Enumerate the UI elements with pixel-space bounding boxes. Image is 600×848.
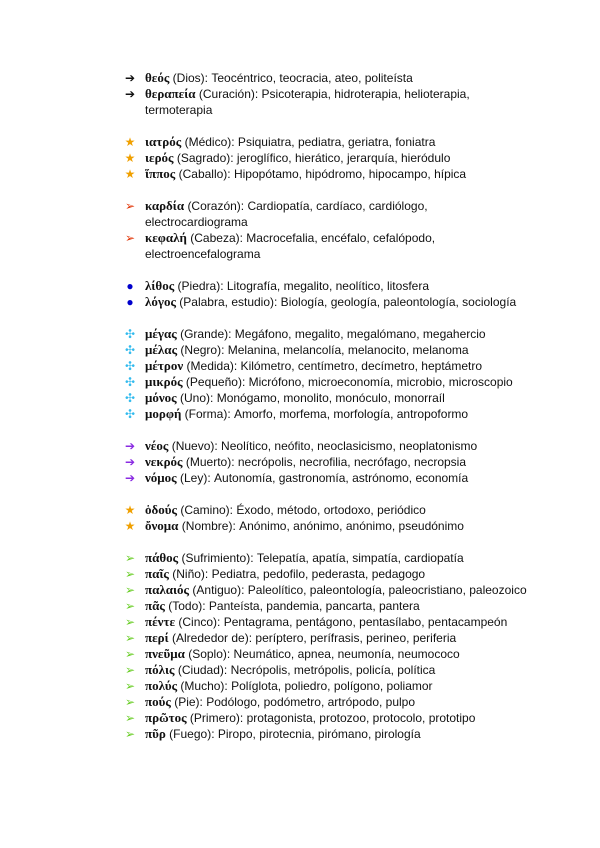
derived-words: : Neumático, apnea, neumonía, neumococo [226, 647, 460, 661]
derived-words: : Telepatía, apatía, simpatía, cardiopatía [250, 551, 464, 565]
list-item [0, 502, 600, 518]
greek-root: κεφαλή [145, 230, 187, 245]
greek-root: παλαιός [145, 582, 190, 597]
derived-words: : Éxodo, método, ortodoxo, periódico [229, 503, 426, 517]
root-group [0, 278, 600, 310]
star-icon: ★ [124, 519, 136, 533]
root-meaning: (Caballo) [178, 167, 228, 181]
entry-text [145, 230, 530, 262]
greek-root: πάθος [145, 550, 179, 565]
list-item [0, 150, 600, 166]
root-group [0, 134, 600, 182]
root-meaning: (Dios) [172, 71, 205, 85]
derived-words: : Biología, geología, paleontología, sociología [274, 295, 517, 309]
root-meaning: (Cinco) [178, 615, 218, 629]
entry-text [145, 150, 530, 166]
entry-text [145, 294, 530, 310]
root-meaning: (Ley) [180, 471, 208, 485]
list-item [0, 518, 600, 534]
greek-root: περί [145, 630, 169, 645]
entry-text [145, 710, 530, 726]
triangle-arrow-icon: ➢ [124, 583, 136, 597]
list-item [0, 582, 600, 598]
derived-words: : Podólogo, podómetro, artrópodo, pulpo [199, 695, 416, 709]
triangle-arrow-icon: ➢ [124, 663, 136, 677]
greek-root: καρδία [145, 198, 185, 213]
arrowhead-icon: ➢ [124, 231, 136, 245]
greek-root: πῦρ [145, 726, 166, 741]
arrow-icon: ➔ [124, 87, 136, 101]
list-item [0, 726, 600, 742]
star-icon: ★ [124, 503, 136, 517]
list-item [0, 470, 600, 486]
entry-text [145, 406, 530, 422]
list-item [0, 406, 600, 422]
entry-text [145, 326, 530, 342]
greek-root: πολύς [145, 678, 178, 693]
purple-arrow-icon: ➔ [124, 455, 136, 469]
dot-icon: ● [126, 279, 134, 293]
entry-text [145, 134, 530, 150]
root-meaning: (Todo) [168, 599, 203, 613]
diamond-cross-icon: ✣ [124, 391, 136, 405]
greek-root: ὁδούς [145, 502, 177, 517]
diamond-cross-icon: ✣ [124, 327, 136, 341]
root-meaning: (Grande) [180, 327, 229, 341]
star-icon: ★ [124, 167, 136, 181]
derived-words: : Micrófono, microeconomía, microbio, microscopio [241, 375, 513, 389]
entry-text [145, 518, 530, 534]
entry-text [145, 630, 530, 646]
derived-words: : jeroglífico, hierático, jerarquía, hieródulo [230, 151, 451, 165]
root-meaning: (Muerto) [185, 455, 232, 469]
entry-text [145, 614, 530, 630]
derived-words: : Panteísta, pandemia, pancarta, pantera [202, 599, 420, 613]
entry-text [145, 566, 530, 582]
greek-root: νόμος [145, 470, 177, 485]
arrow-icon: ➔ [124, 71, 136, 85]
list-item [0, 326, 600, 342]
star-icon: ★ [124, 151, 136, 165]
derived-words: : Amorfo, morfema, morfología, antropoformo [227, 407, 469, 421]
root-meaning: (Pequeño) [185, 375, 242, 389]
list-item [0, 86, 600, 118]
derived-words: : Autonomía, gastronomía, astrónomo, economía [207, 471, 469, 485]
root-group [0, 502, 600, 534]
root-meaning: (Camino) [180, 503, 230, 517]
root-meaning: (Nuevo) [171, 439, 215, 453]
root-group [0, 70, 600, 118]
triangle-arrow-icon: ➢ [124, 711, 136, 725]
list-item [0, 710, 600, 726]
entry-text [145, 342, 530, 358]
greek-root: πέντε [145, 614, 176, 629]
entry-text [145, 726, 530, 742]
list-item [0, 342, 600, 358]
entry-text [145, 582, 530, 598]
list-item [0, 630, 600, 646]
root-meaning: (Sagrado) [176, 151, 231, 165]
list-item [0, 550, 600, 566]
root-meaning: (Soplo) [188, 647, 227, 661]
root-meaning: (Alrededor de) [172, 631, 249, 645]
triangle-arrow-icon: ➢ [124, 695, 136, 709]
greek-root: ιερός [145, 150, 174, 165]
entry-text [145, 278, 530, 294]
greek-root: πνεῦμα [145, 646, 185, 661]
greek-root: ὄνομα [145, 518, 179, 533]
derived-words: : Psicoterapia, hidroterapia, helioterapia, termoterapia [145, 87, 470, 117]
greek-root: λόγος [145, 294, 176, 309]
root-group [0, 326, 600, 422]
derived-words: : Cardiopatía, cardíaco, cardiólogo, electrocardiograma [145, 199, 428, 229]
greek-root: μέλας [145, 342, 178, 357]
list-item [0, 230, 600, 262]
greek-root: παῖς [145, 566, 169, 581]
entry-text [145, 166, 530, 182]
triangle-arrow-icon: ➢ [124, 551, 136, 565]
star-icon: ★ [124, 135, 136, 149]
root-meaning: (Niño) [172, 567, 205, 581]
greek-root: θεός [145, 70, 170, 85]
derived-words: : Neolítico, neófito, neoclasicismo, neoplatonismo [214, 439, 478, 453]
greek-root: θεραπεία [145, 86, 196, 101]
entry-text [145, 470, 530, 486]
triangle-arrow-icon: ➢ [124, 599, 136, 613]
root-meaning: (Corazón) [187, 199, 241, 213]
triangle-arrow-icon: ➢ [124, 567, 136, 581]
derived-words: : Pediatra, pedofilo, pederasta, pedagogo [204, 567, 426, 581]
list-item [0, 454, 600, 470]
root-meaning: (Primero) [189, 711, 240, 725]
entry-text [145, 598, 530, 614]
entry-text [145, 646, 530, 662]
entry-text [145, 198, 530, 230]
root-meaning: (Cabeza) [190, 231, 240, 245]
greek-root: μέγας [145, 326, 177, 341]
derived-words: : protagonista, protozoo, protocolo, prototipo [239, 711, 476, 725]
greek-root: ἵππος [145, 166, 176, 181]
diamond-cross-icon: ✣ [124, 375, 136, 389]
greek-root: νεκρός [145, 454, 183, 469]
derived-words: : Megáfono, megalito, megalómano, megahercio [228, 327, 486, 341]
derived-words: : Teocéntrico, teocracia, ateo, politeísta [204, 71, 413, 85]
derived-words: : períptero, perífrasis, perineo, periferia [248, 631, 457, 645]
root-meaning: (Piedra) [177, 279, 221, 293]
entry-text [145, 70, 530, 86]
dot-icon: ● [126, 295, 134, 309]
purple-arrow-icon: ➔ [124, 439, 136, 453]
list-item [0, 614, 600, 630]
purple-arrow-icon: ➔ [124, 471, 136, 485]
triangle-arrow-icon: ➢ [124, 679, 136, 693]
greek-root: μορφή [145, 406, 182, 421]
list-item [0, 278, 600, 294]
list-item [0, 166, 600, 182]
root-meaning: (Antiguo) [192, 583, 242, 597]
triangle-arrow-icon: ➢ [124, 631, 136, 645]
root-meaning: (Médico) [184, 135, 232, 149]
list-item [0, 662, 600, 678]
greek-root: πρῶτος [145, 710, 187, 725]
entry-text [145, 438, 530, 454]
triangle-arrow-icon: ➢ [124, 727, 136, 741]
triangle-arrow-icon: ➢ [124, 615, 136, 629]
greek-root: νέος [145, 438, 169, 453]
greek-root: μικρός [145, 374, 183, 389]
entry-text [145, 454, 530, 470]
list-item [0, 566, 600, 582]
list-item [0, 438, 600, 454]
entry-text [145, 86, 530, 118]
greek-root: λίθος [145, 278, 175, 293]
list-item [0, 70, 600, 86]
diamond-cross-icon: ✣ [124, 407, 136, 421]
greek-root: πούς [145, 694, 171, 709]
entry-text [145, 678, 530, 694]
list-item [0, 134, 600, 150]
derived-words: : necrópolis, necrofilia, necrófago, necropsia [231, 455, 467, 469]
greek-root: πᾶς [145, 598, 165, 613]
derived-words: : Paleolítico, paleontología, paleocristiano, paleozoico [241, 583, 527, 597]
root-meaning: (Uno) [180, 391, 211, 405]
root-meaning: (Forma) [184, 407, 228, 421]
entry-text [145, 390, 530, 406]
list-item [0, 294, 600, 310]
root-meaning: (Mucho) [180, 679, 225, 693]
root-meaning: (Sufrimiento) [181, 551, 251, 565]
root-meaning: (Palabra, estudio) [179, 295, 275, 309]
list-item [0, 598, 600, 614]
list-item [0, 390, 600, 406]
diamond-cross-icon: ✣ [124, 343, 136, 357]
entry-text [145, 694, 530, 710]
diamond-cross-icon: ✣ [124, 359, 136, 373]
entry-text [145, 374, 530, 390]
root-group [0, 550, 600, 742]
list-item [0, 358, 600, 374]
list-item [0, 694, 600, 710]
derived-words: : Anónimo, anónimo, anónimo, pseudónimo [232, 519, 464, 533]
greek-root: ιατρός [145, 134, 182, 149]
entry-text [145, 550, 530, 566]
root-meaning: (Negro) [180, 343, 222, 357]
root-meaning: (Ciudad) [177, 663, 224, 677]
derived-words: : Kilómetro, centímetro, decímetro, heptámetro [233, 359, 482, 373]
root-meaning: (Nombre) [181, 519, 233, 533]
derived-words: : Melanina, melancolía, melanocito, melanoma [221, 343, 469, 357]
list-item [0, 374, 600, 390]
root-meaning: (Fuego) [169, 727, 212, 741]
derived-words: : Hipopótamo, hipódromo, hipocampo, hípica [227, 167, 467, 181]
greek-root: μέτρον [145, 358, 184, 373]
greek-root: μόνος [145, 390, 177, 405]
greek-root: πόλις [145, 662, 175, 677]
entry-text [145, 502, 530, 518]
derived-words: : Piropo, pirotecnia, pirómano, pirología [211, 727, 421, 741]
root-meaning: (Pie) [174, 695, 200, 709]
derived-words: : Monógamo, monolito, monóculo, monorraíl [210, 391, 445, 405]
list-item [0, 198, 600, 230]
triangle-arrow-icon: ➢ [124, 647, 136, 661]
arrowhead-icon: ➢ [124, 199, 136, 213]
root-group [0, 438, 600, 486]
derived-words: : Políglota, poliedro, polígono, poliamor [224, 679, 433, 693]
list-item [0, 646, 600, 662]
derived-words: : Psiquiatra, pediatra, geriatra, foniatra [231, 135, 436, 149]
derived-words: : Necrópolis, metrópolis, policía, política [223, 663, 436, 677]
root-meaning: (Curación) [198, 87, 255, 101]
list-item [0, 678, 600, 694]
root-group [0, 198, 600, 262]
root-meaning: (Medida) [186, 359, 234, 373]
entry-text [145, 662, 530, 678]
derived-words: : Macrocefalia, encéfalo, cefalópodo, electroencefalograma [145, 231, 436, 261]
derived-words: : Litografía, megalito, neolítico, litosfera [220, 279, 429, 293]
entry-text [145, 358, 530, 374]
derived-words: : Pentagrama, pentágono, pentasílabo, pentacampeón [217, 615, 508, 629]
